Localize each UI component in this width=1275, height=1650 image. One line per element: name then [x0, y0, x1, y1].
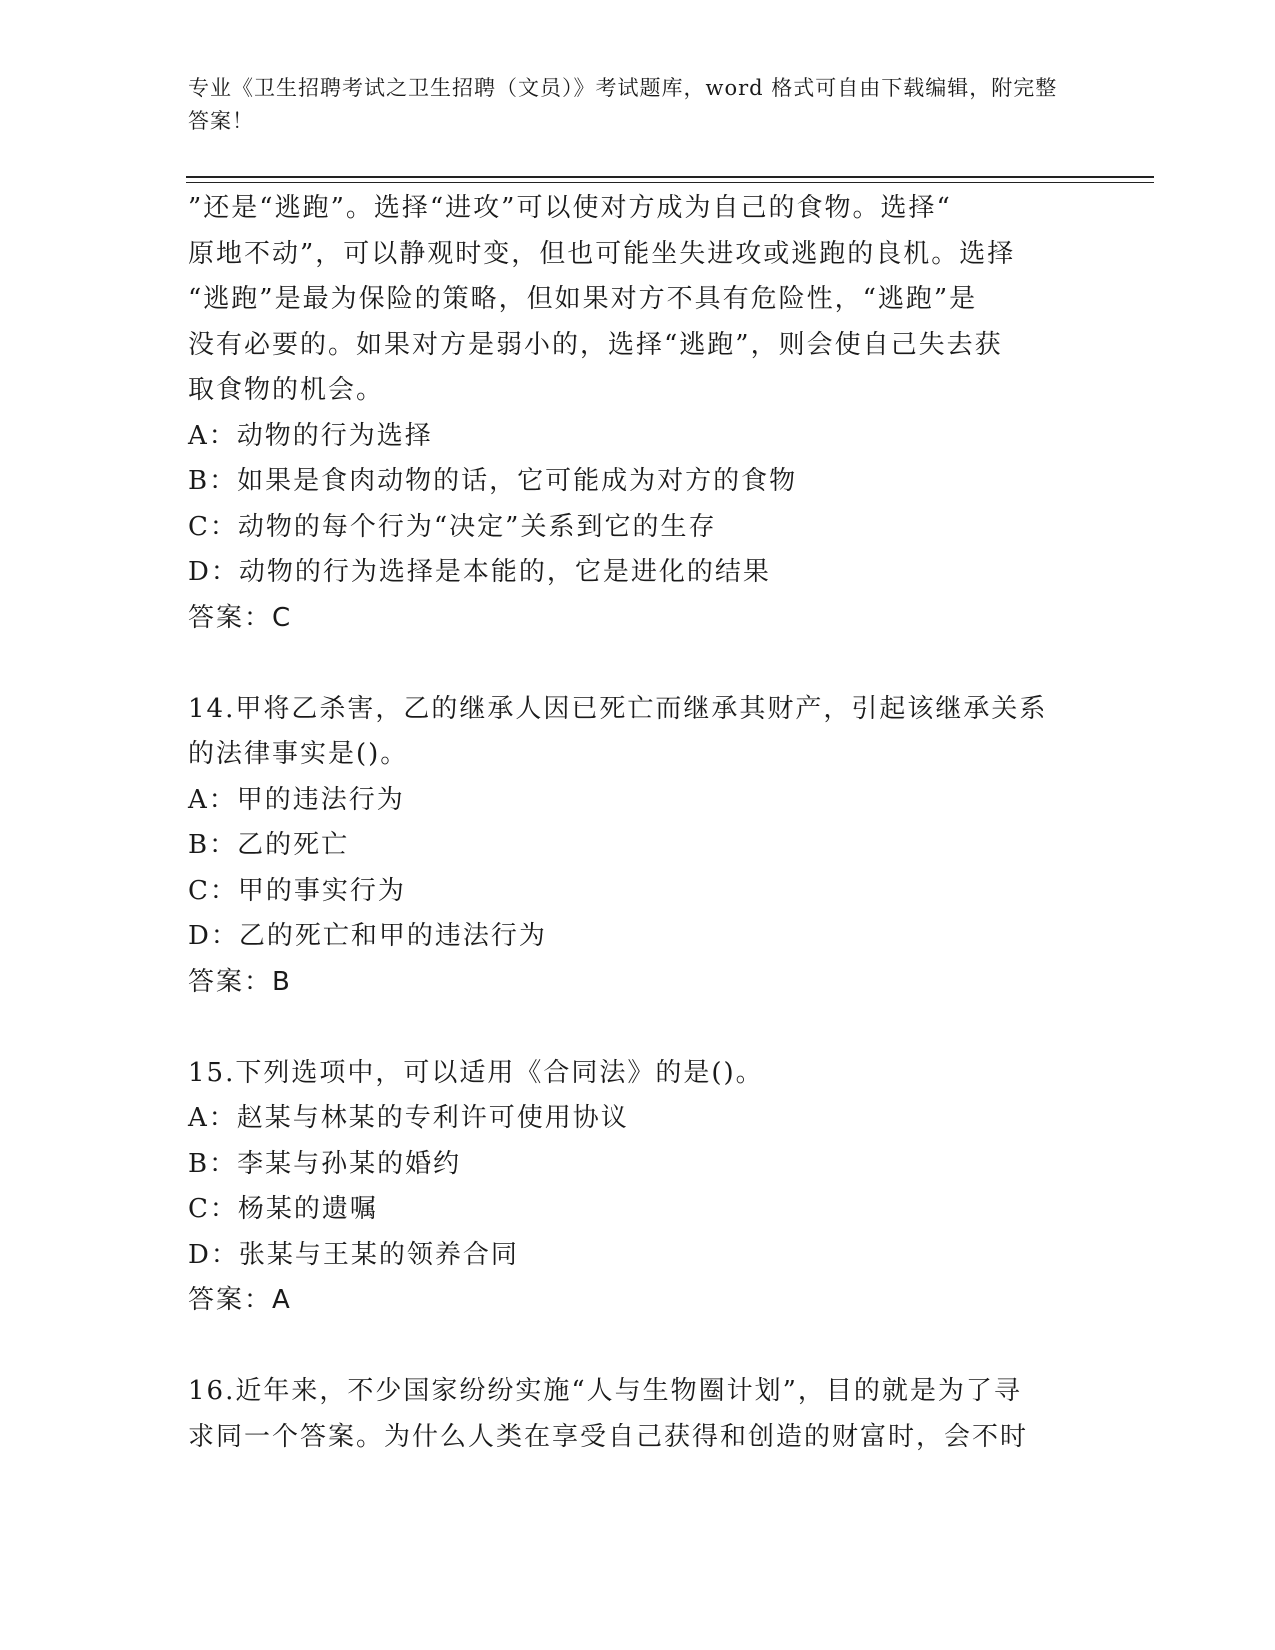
option-d: D：张某与王某的领养合同: [188, 1239, 519, 1270]
spacer: [188, 641, 1088, 687]
question-text-line: “逃跑”是最为保险的策略，但如果对方不具有危险性，“逃跑”是: [188, 284, 978, 314]
answer-line: 答案：B: [188, 966, 292, 997]
question-text-line: 原地不动”，可以静观时变，但也可能坐失进攻或逃跑的良机。选择: [188, 238, 1016, 269]
header-rule-thick: [186, 176, 1154, 178]
question-16: [188, 1369, 1088, 1460]
option-d: D：乙的死亡和甲的违法行为: [188, 921, 547, 951]
option-a: A：动物的行为选择: [188, 420, 433, 451]
document-header: 专业《卫生招聘考试之卫生招聘（文员）》考试题库，word 格式可自由下载编辑，附完整答案！: [188, 76, 1058, 133]
option-b: B：李某与孙某的婚约: [188, 1148, 462, 1179]
question-text-line: 取食物的机会。: [188, 375, 385, 405]
question-text-line: 求同一个答案。为什么人类在享受自己获得和创造的财富时，会不时: [188, 1421, 1029, 1452]
question-text-line: 没有必要的。如果对方是弱小的，选择“逃跑”，则会使自己失去获: [188, 329, 1003, 360]
option-c: C：动物的每个行为“决定”关系到它的生存: [188, 511, 717, 542]
option-d: D：动物的行为选择是本能的，它是进化的结果: [188, 557, 771, 587]
option-a: A：赵某与林某的专利许可使用协议: [188, 1103, 629, 1133]
question-text-line: 14.甲将乙杀害，乙的继承人因已死亡而继承其财产，引起该继承关系: [188, 693, 1048, 724]
question-text-line: 16.近年来，不少国家纷纷实施“人与生物圈计划”，目的就是为了寻: [188, 1376, 1022, 1406]
question-15: [188, 1051, 1088, 1324]
option-c: C：杨某的遗嘱: [188, 1194, 378, 1224]
question-text-line: ”还是“逃跑”。选择“进攻”可以使对方成为自己的食物。选择“: [188, 193, 952, 223]
spacer: [188, 1005, 1088, 1051]
question-text-line: 的法律事实是()。: [188, 739, 409, 769]
question-text-line: 15.下列选项中，可以适用《合同法》的是()。: [188, 1057, 764, 1088]
header-rule-thin: [186, 182, 1154, 183]
question-14: [188, 687, 1088, 1006]
answer-line: 答案：A: [188, 1285, 292, 1315]
spacer: [188, 1324, 1088, 1370]
option-b: B：乙的死亡: [188, 830, 350, 860]
option-c: C：甲的事实行为: [188, 875, 406, 906]
question-13-continuation: [188, 186, 1088, 641]
option-a: A：甲的违法行为: [188, 784, 405, 815]
document-body: [188, 186, 1088, 1460]
option-b: B：如果是食肉动物的话，它可能成为对方的食物: [188, 466, 798, 496]
answer-line: 答案：C: [188, 602, 293, 633]
